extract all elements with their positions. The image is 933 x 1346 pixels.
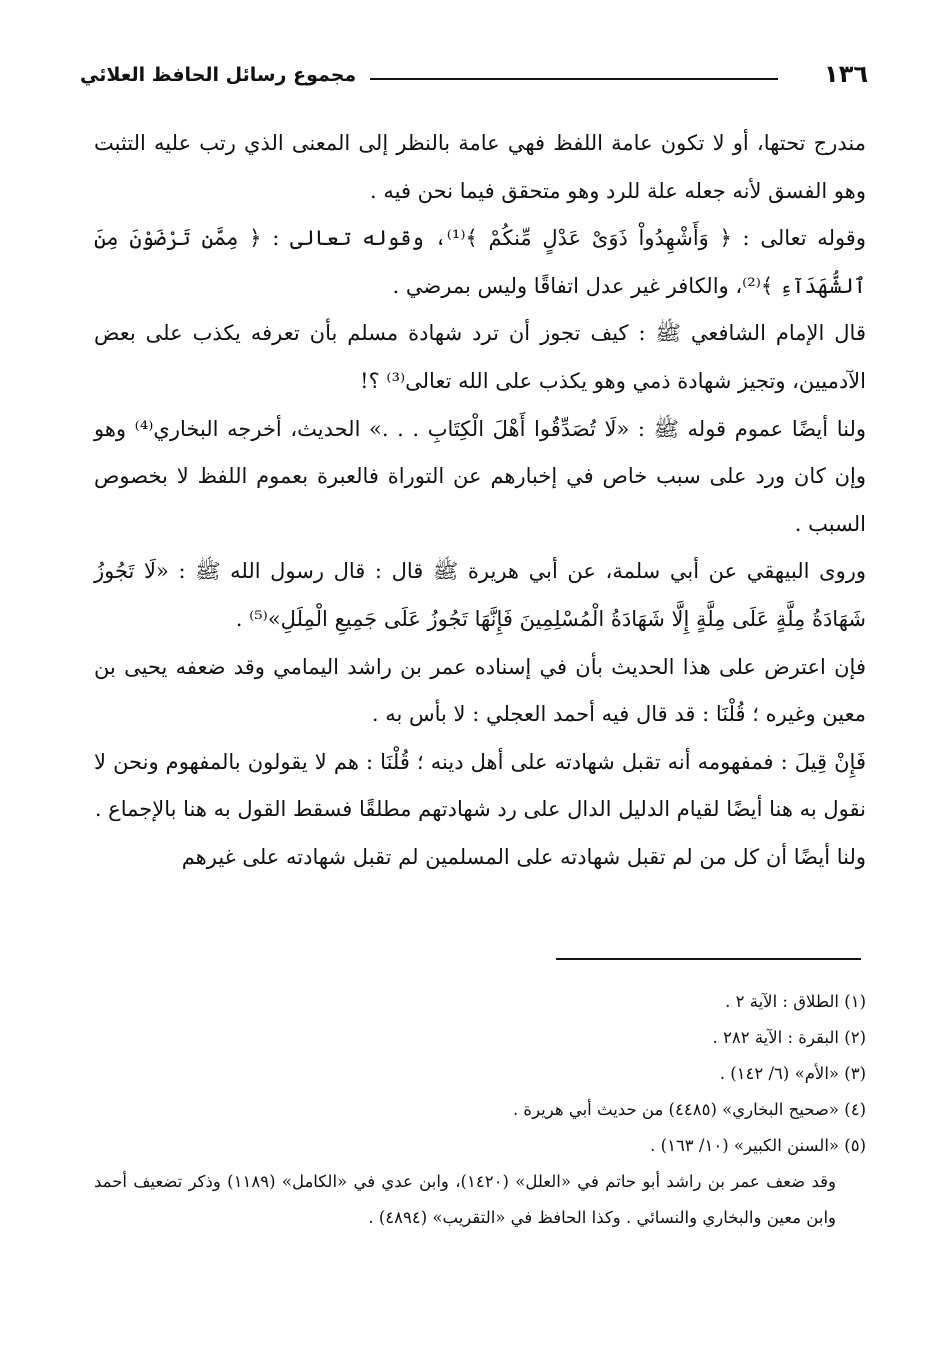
footnote-5: (٥) «السنن الكبير» (١٠/ ١٦٣) . [650,1136,866,1155]
footnote-4: (٤) «صحيح البخاري» (٤٤٨٥) من حديث أبي هريرة . [512,1100,866,1119]
page-number: ١٣٦ [824,60,868,88]
footnote-1: (١) الطلاق : الآية ٢ . [725,992,866,1011]
footnote-separator [556,958,861,960]
paragraph-6: فإن اعترض على هذا الحديث بأن في إسناده عمر بن راشد اليمامي وقد ضعفه يحيى بن معين وغيره ؛ قُلْنَا : قد قال فيه أحمد العجلي : لا بأس به . [94,654,866,727]
paragraph-3: قال الإمام الشافعي ﷺ : كيف تجوز أن ترد شهادة مسلم بأن تعرفه يكذب على بعض الآدميين، وتجيز شهادة ذمي وهو يكذب على الله تعالى⁽³⁾ ؟! [94,321,866,393]
series-title: مجموع رسائل الحافظ العلائي [80,64,357,86]
header-rule [370,78,778,80]
footnote-5-continuation: وقد ضعف عمر بن راشد أبو حاتم في «العلل» (١٤٢٠)، وابن عدي في «الكامل» (١١٨٩) وذكر تضعيف أحمد وابن معين والبخاري والنسائي . وكذا الحافظ في «التقريب» (٤٨٩٤) . [94,1172,837,1227]
paragraph-7: فَإِنْ قِيلَ : فمفهومه أنه تقبل شهادته على أهل دينه ؛ قُلْنَا : هم لا يقولون بالمفهوم ونحن لا نقول به هنا أيضًا لقيام الدليل الدال على رد شهادتهم مطلقًا فسقط القول به هنا بالإجماع . [94,749,866,822]
running-header [80,60,868,100]
paragraph-8: ولنا أيضًا أن كل من لم تقبل شهادته على المسلمين لم تقبل شهادته على غيرهم [181,844,866,869]
footnotes [94,984,866,1236]
paragraph-1: مندرج تحتها، أو لا تكون عامة اللفظ فهي عامة بالنظر إلى المعنى الذي رتب عليه التثبت وهو الفسق لأنه جعله علة للرد وهو متحقق فيما نحن فيه . [94,131,866,203]
paragraph-4: ولنا أيضًا عموم قوله ﷺ : «لَا تُصَدِّقُوا أَهْلَ الْكِتَابِ . . .» الحديث، أخرجه البخاري⁽⁴⁾ وهو وإن كان ورد على سبب خاص في إخبارهم عن التوراة فالعبرة بعموم اللفظ لا بخصوص السبب . [94,416,866,536]
paragraph-2: وقوله تعالى : ﴿ وَأَشْهِدُواْ ذَوَىْ عَدْلٍ مِّنكُمْ ﴾⁽¹⁾، وقوله تعالى : ﴿ مِمَّن تَرْضَوْنَ مِنَ ٱلشُّهَدَآءِ ﴾⁽²⁾، والكافر غير عدل اتفاقًا وليس بمرضي . [94,226,866,298]
footnote-2: (٢) البقرة : الآية ٢٨٢ . [712,1028,866,1047]
main-text [94,120,866,882]
paragraph-5: وروى البيهقي عن أبي سلمة، عن أبي هريرة ﷺ قال : قال رسول الله ﷺ : «لَا تَجُوزُ شَهَادَةُ مِلَّةٍ عَلَى مِلَّةٍ إِلَّا شَهَادَةُ الْمُسْلِمِينَ فَإِنَّهَا تَجُوزُ عَلَى جَمِيعِ الْمِلَلِ»⁽⁵⁾ . [94,559,866,631]
footnote-3: (٣) «الأم» (٦/ ١٤٢) . [719,1064,866,1083]
